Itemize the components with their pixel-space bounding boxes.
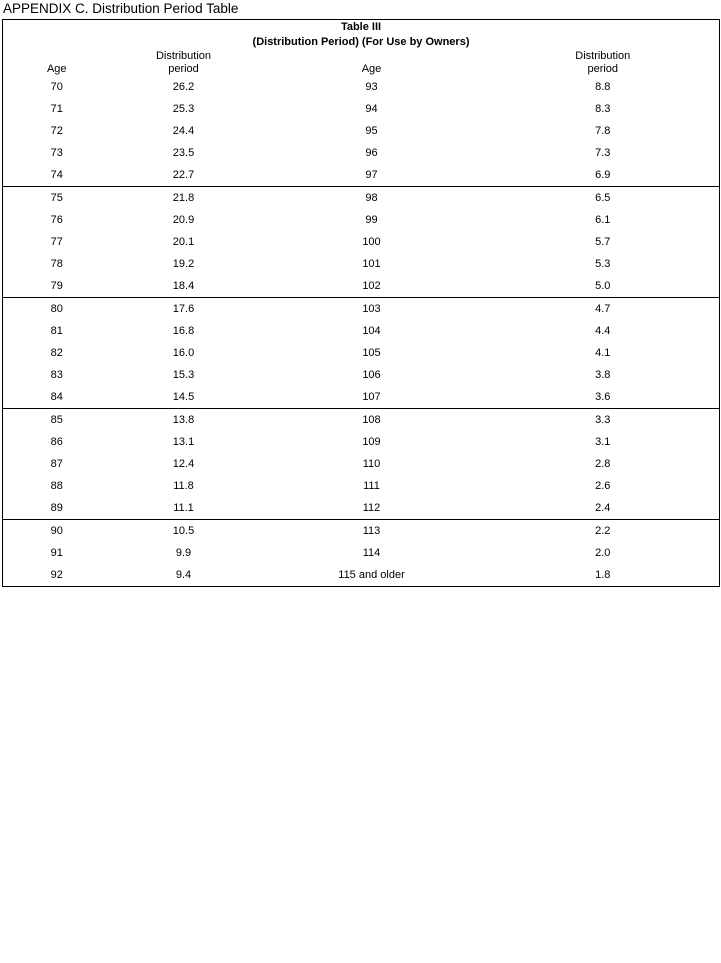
- cell-age-right: 102: [257, 275, 487, 298]
- cell-age-left: 86: [50, 436, 63, 448]
- cell-age-left: 70: [50, 81, 63, 93]
- cell-distribution-period-right: 2.6: [595, 480, 611, 492]
- cell-distribution-period-left: 22.7: [111, 164, 257, 187]
- cell-distribution-period-left: 15.3: [172, 369, 195, 381]
- cell-distribution-period-left: 13.8: [172, 414, 195, 426]
- cell-age-right: 106: [362, 369, 381, 381]
- table-row: [3, 253, 720, 275]
- cell-distribution-period-left: 20.9: [172, 214, 195, 226]
- table-row: [3, 542, 720, 564]
- distribution-period-table: [2, 19, 720, 587]
- cell-distribution-period-left: 14.5: [111, 386, 257, 409]
- cell-distribution-period-left: 25.3: [172, 103, 195, 115]
- table-row: [3, 475, 720, 497]
- cell-age-left: 82: [50, 347, 63, 359]
- cell-distribution-period-left: 23.5: [172, 147, 195, 159]
- table-row: [3, 342, 720, 364]
- cell-age-left: 81: [50, 325, 63, 337]
- cell-distribution-period-right: 4.7: [595, 303, 611, 315]
- cell-distribution-period-right: 8.3: [595, 103, 611, 115]
- cell-age-right: 103: [362, 303, 381, 315]
- table-row: [3, 76, 720, 98]
- table-row: [3, 453, 720, 475]
- cell-distribution-period-right: 3.6: [487, 386, 720, 409]
- cell-age-left: 75: [50, 192, 63, 204]
- cell-distribution-period-right: 8.8: [595, 81, 611, 93]
- cell-distribution-period-right: 3.1: [595, 436, 611, 448]
- cell-age-left: 91: [50, 547, 63, 559]
- cell-age-left: 85: [50, 414, 63, 426]
- column-header-distribution-period-right: [487, 50, 720, 76]
- cell-distribution-period-left: 18.4: [111, 275, 257, 298]
- cell-distribution-period-left: 19.2: [172, 258, 195, 270]
- cell-age-right: 111: [363, 480, 380, 492]
- table-header-row: [3, 50, 720, 76]
- distribution-period-table-wrapper: [2, 19, 719, 587]
- table-row: [3, 431, 720, 453]
- table-row: [3, 209, 720, 231]
- cell-distribution-period-right: 7.3: [595, 147, 611, 159]
- cell-age-left: 74: [3, 164, 111, 187]
- cell-distribution-period-right: 2.4: [487, 497, 720, 520]
- cell-age-right: 107: [257, 386, 487, 409]
- cell-distribution-period-right: 5.3: [595, 258, 611, 270]
- cell-distribution-period-left: 16.0: [172, 347, 195, 359]
- cell-age-right: 98: [365, 192, 378, 204]
- table-row: [3, 187, 720, 210]
- column-header-distribution-period-right-line-2: period: [587, 63, 619, 75]
- cell-age-right: 100: [362, 236, 381, 248]
- table-row: [3, 320, 720, 342]
- cell-distribution-period-left: 11.8: [173, 480, 194, 492]
- cell-age-left: 90: [50, 525, 63, 537]
- cell-distribution-period-left: 9.4: [111, 564, 257, 587]
- table-row: [3, 409, 720, 432]
- cell-distribution-period-left: 17.6: [172, 303, 195, 315]
- cell-distribution-period-right: 3.8: [595, 369, 611, 381]
- cell-age-right: 105: [362, 347, 381, 359]
- cell-age-left: 79: [3, 275, 111, 298]
- cell-age-right: 96: [365, 147, 378, 159]
- cell-age-right: 108: [362, 414, 381, 426]
- cell-distribution-period-right: 5.7: [595, 236, 611, 248]
- cell-age-left: 84: [3, 386, 111, 409]
- cell-age-left: 83: [50, 369, 63, 381]
- table-row: [3, 164, 720, 187]
- cell-distribution-period-right: 4.4: [595, 325, 611, 337]
- cell-distribution-period-right: 1.8: [487, 564, 720, 587]
- cell-age-left: 71: [50, 103, 63, 115]
- column-header-age-right: Age: [361, 63, 382, 75]
- table-caption-line-2: (Distribution Period) (For Use by Owners): [252, 36, 470, 48]
- table-row: [3, 120, 720, 142]
- table-row: [3, 298, 720, 321]
- cell-age-right: 97: [257, 164, 487, 187]
- cell-distribution-period-right: 6.5: [595, 192, 611, 204]
- cell-age-left: 73: [50, 147, 63, 159]
- cell-age-right: 95: [365, 125, 378, 137]
- cell-age-right: 93: [365, 81, 378, 93]
- cell-age-right: 114: [362, 547, 381, 559]
- cell-age-right: 94: [365, 103, 378, 115]
- cell-distribution-period-right: 4.1: [595, 347, 611, 359]
- cell-distribution-period-left: 20.1: [172, 236, 195, 248]
- table-row: [3, 520, 720, 543]
- cell-age-right: 109: [362, 436, 381, 448]
- cell-distribution-period-right: 7.8: [595, 125, 611, 137]
- table-row: [3, 386, 720, 409]
- cell-distribution-period-right: 3.3: [595, 414, 611, 426]
- cell-distribution-period-right: 5.0: [487, 275, 720, 298]
- cell-age-right: 112: [257, 497, 487, 520]
- column-header-distribution-period-left: [111, 50, 257, 76]
- table-body: [3, 76, 720, 587]
- cell-age-left: 80: [50, 303, 63, 315]
- column-header-distribution-period-right-line-1: Distribution: [575, 50, 631, 62]
- cell-age-left: 92: [3, 564, 111, 587]
- cell-age-left: 77: [50, 236, 63, 248]
- cell-distribution-period-left: 21.8: [172, 192, 195, 204]
- cell-age-right: 99: [365, 214, 378, 226]
- table-caption: [3, 20, 720, 51]
- column-header-distribution-period-left-line-2: period: [168, 63, 199, 75]
- cell-age-left: 89: [3, 497, 111, 520]
- cell-distribution-period-right: 6.1: [595, 214, 611, 226]
- table-row: [3, 231, 720, 253]
- cell-distribution-period-left: 10.5: [172, 525, 195, 537]
- table-row: [3, 364, 720, 386]
- cell-distribution-period-left: 16.8: [172, 325, 195, 337]
- cell-age-left: 72: [50, 125, 63, 137]
- cell-age-left: 88: [50, 480, 63, 492]
- cell-distribution-period-right: 2.2: [595, 525, 611, 537]
- table-caption-line-1: Table III: [340, 21, 382, 33]
- table-caption-row: [3, 20, 720, 51]
- cell-distribution-period-left: 12.4: [172, 458, 195, 470]
- cell-distribution-period-right: 6.9: [487, 164, 720, 187]
- column-header-age-left: Age: [46, 63, 67, 75]
- table-row: [3, 275, 720, 298]
- table-row: [3, 98, 720, 120]
- cell-distribution-period-left: 24.4: [172, 125, 195, 137]
- cell-age-right: 115 and older: [257, 564, 487, 587]
- cell-distribution-period-left: 11.1: [111, 497, 257, 520]
- cell-distribution-period-left: 13.1: [172, 436, 195, 448]
- cell-distribution-period-right: 2.0: [595, 547, 611, 559]
- table-row: [3, 142, 720, 164]
- cell-age-left: 78: [50, 258, 63, 270]
- cell-distribution-period-right: 2.8: [595, 458, 611, 470]
- cell-age-left: 76: [50, 214, 63, 226]
- cell-distribution-period-left: 9.9: [175, 547, 192, 559]
- table-row: [3, 564, 720, 587]
- table-row: [3, 497, 720, 520]
- cell-age-right: 113: [362, 525, 381, 537]
- cell-distribution-period-left: 26.2: [172, 81, 195, 93]
- cell-age-right: 101: [362, 258, 381, 270]
- column-header-distribution-period-left-line-1: Distribution: [155, 50, 212, 62]
- cell-age-right: 104: [362, 325, 381, 337]
- cell-age-left: 87: [50, 458, 63, 470]
- cell-age-right: 110: [362, 458, 381, 470]
- page-title: APPENDIX C. Distribution Period Table: [3, 1, 239, 16]
